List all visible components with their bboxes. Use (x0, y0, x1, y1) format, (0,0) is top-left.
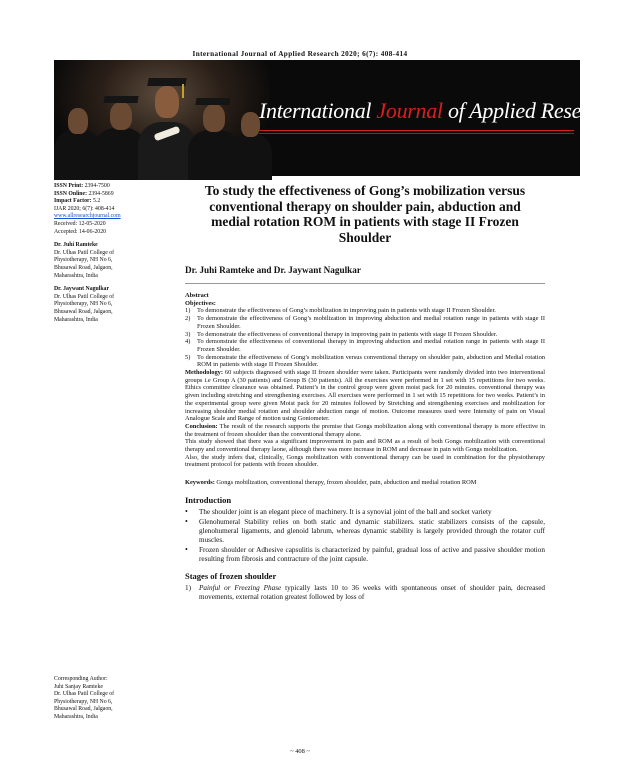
banner-rule (259, 130, 574, 131)
graduation-cap-icon (103, 96, 138, 103)
received-date: Received: 12-05-2020 (54, 220, 106, 227)
introduction-list (185, 508, 545, 564)
list-item: 5) To demonstrate the effectiveness of Gong’s mobilization versus conventional therapy on shoulder pain, abduction and Medial rotation ROM in patients with stage II Frozen Shoulder. (185, 353, 545, 369)
graduate-face (241, 112, 260, 137)
list-item: • Glenohumeral Stability relies on both static and dynamic stabilizers. static stabilizers consists of the capsule, glenohumeral ligaments, and glenoid labrum, whereas dynamic stability is largely provided through the rotator cuff muscles. (185, 517, 545, 544)
affiliation: Dr. Juhi Ramteke Dr. Ulhas Patil College of Physiotherapy, NH No 6, Bhusawal Road, Jalgaon, Maharashtra, India (54, 242, 115, 279)
graduate-face (110, 102, 132, 130)
issn-print: ISSN Print: 2394-7500 (54, 183, 110, 189)
banner-title: International Journal of Applied Research (259, 98, 619, 123)
sidebar-meta (54, 183, 169, 324)
affiliation: Dr. Jaywant Nagulkar Dr. Ulhas Patil College of Physiotherapy, NH No 6, Bhusawal Road, Jalgaon, Maharashtra, India (54, 286, 115, 323)
graduate-face (155, 86, 179, 118)
introduction-heading: Introduction (185, 494, 232, 505)
banner-rule (259, 133, 574, 134)
abstract (185, 292, 545, 469)
abstract-paragraph: This study showed that there was a significant improvement in pain and ROM as a result of both Gongs mobilization with conventional therapy and conventional therapy laone, although there was more increase in ROM and decrease in pain with Gongs mobilization. (185, 438, 545, 454)
page-number: ~ 408 ~ (290, 748, 310, 755)
abstract-paragraph: Also, the study infers that, clinically, Gongs mobilization with conventional therapy can be used in combination for the physiotherapy treatment protocol for patients with frozen shoulder. (185, 453, 545, 469)
conclusion-paragraph: Conclusion: The result of the research supports the premise that Gongs mobilization along with conventional therapy is more effective in the treatment of frozen shoulder than the conventional therapy alone. (185, 422, 545, 438)
journal-banner (54, 60, 619, 176)
objectives-heading: Objectives: (185, 299, 216, 307)
bullet-icon: • (185, 545, 188, 555)
list-item: • The shoulder joint is an elegant piece of machinery. It is a synovial joint of the ball and socket variety (185, 506, 492, 516)
paper-authors: Dr. Juhi Ramteke and Dr. Jaywant Nagulkar (185, 265, 361, 275)
methodology-paragraph: Methodology: 60 subjects diagnosed with stage II frozen shoulder were taken. Participants were randomly divided into two interventional groups i.e Group A (30 patients) and Group B (30 patients). All the exercises were performed in 1 set with 15 repetitions for two weeks. Ethics committee clearance was obtained. Patient’s in the control group were given moist pack for 20 minutes. conventional therapy was given including stretching and strengthening exercises. All exercises were performed in 1 set with 15 repetitions for two weeks. Patient’s in the experimental group were given Moist pack for 20 minutes followed by Stretching and strengthening exercises and mobilization for increasing shoulder medial rotation and shoulder abduction range of motion. Outcome measures used were Intensity of pain on Visual Analogue Scale and Range of motion using Goniometer. (185, 369, 545, 423)
list-item: 4) To demonstrate the effectiveness of conventional therapy in improving abduction and medial rotation range in patients with stage II Frozen Shoulder. (185, 338, 545, 353)
list-item: 1) Painful or Freezing Phase typically lasts 10 to 36 weeks with spontaneous onset of shoulder pain, decreased movements, external rotation greatest followed by loss of (185, 584, 545, 602)
list-item: • Frozen shoulder or Adhesive capsulitis is characterized by painful, gradual loss of active and passive shoulder motion resulting from fibrosis and contracture of the joint capsule. (185, 545, 545, 563)
stages-heading: Stages of frozen shoulder (185, 571, 277, 582)
graduation-cap-icon (195, 98, 230, 105)
keywords: Keywords: Gongs mobilization, conventional therapy, frozen shoulder, pain, abduction and medial rotation ROM (185, 479, 477, 487)
abstract-heading: Abstract (185, 292, 209, 299)
list-item: 3) To demonstrate the effectiveness of conventional therapy in improving pain in patients with stage II Frozen Shoulder. (185, 330, 498, 338)
graduate-face (203, 104, 225, 132)
objectives-list (185, 307, 545, 369)
accepted-date: Accepted: 14-06-2020 (54, 228, 106, 235)
list-item: 2) To demonstrate the effectiveness of Gong’s mobilization in improving abduction and medial rotation range in patients with stage II Frozen Shoulder. (185, 315, 545, 330)
issn-online: ISSN Online: 2394-5869 (54, 190, 114, 197)
corresponding-author: Corresponding Author: Juhi Sanjay Ramteke Dr. Ulhas Patil College of Physiotherapy, NH No 6, Bhusawal Road, Jalgaon, Maharashtra, India (54, 676, 115, 720)
ijar-citation: IJAR 2020; 6(7): 408-414 (54, 205, 115, 212)
divider (185, 283, 545, 284)
journal-header: International Journal of Applied Research 2020; 6(7): 408-414 (192, 50, 408, 58)
graduate-face (68, 108, 88, 134)
main-content (185, 183, 545, 602)
graduation-cap-icon (147, 78, 186, 86)
list-item: 1) To demonstrate the effectiveness of Gong’s mobilization in improving pain in patients with stage II Frozen Shoulder. (185, 307, 496, 315)
paper-title: To study the effectiveness of Gong’s mobilization versus conventional therapy on shoulder pain, abduction and medial rotation ROM in patients with stage II Frozen Shoulder (204, 183, 526, 245)
graduate-figure (230, 134, 272, 180)
stages-list (185, 584, 545, 601)
bullet-icon: • (185, 506, 188, 516)
tassel-icon (182, 84, 184, 98)
impact-factor: Impact Factor: 5.2 (54, 198, 101, 205)
bullet-icon: • (185, 517, 188, 527)
website-link[interactable]: www.allresearchjournal.com (54, 213, 121, 220)
